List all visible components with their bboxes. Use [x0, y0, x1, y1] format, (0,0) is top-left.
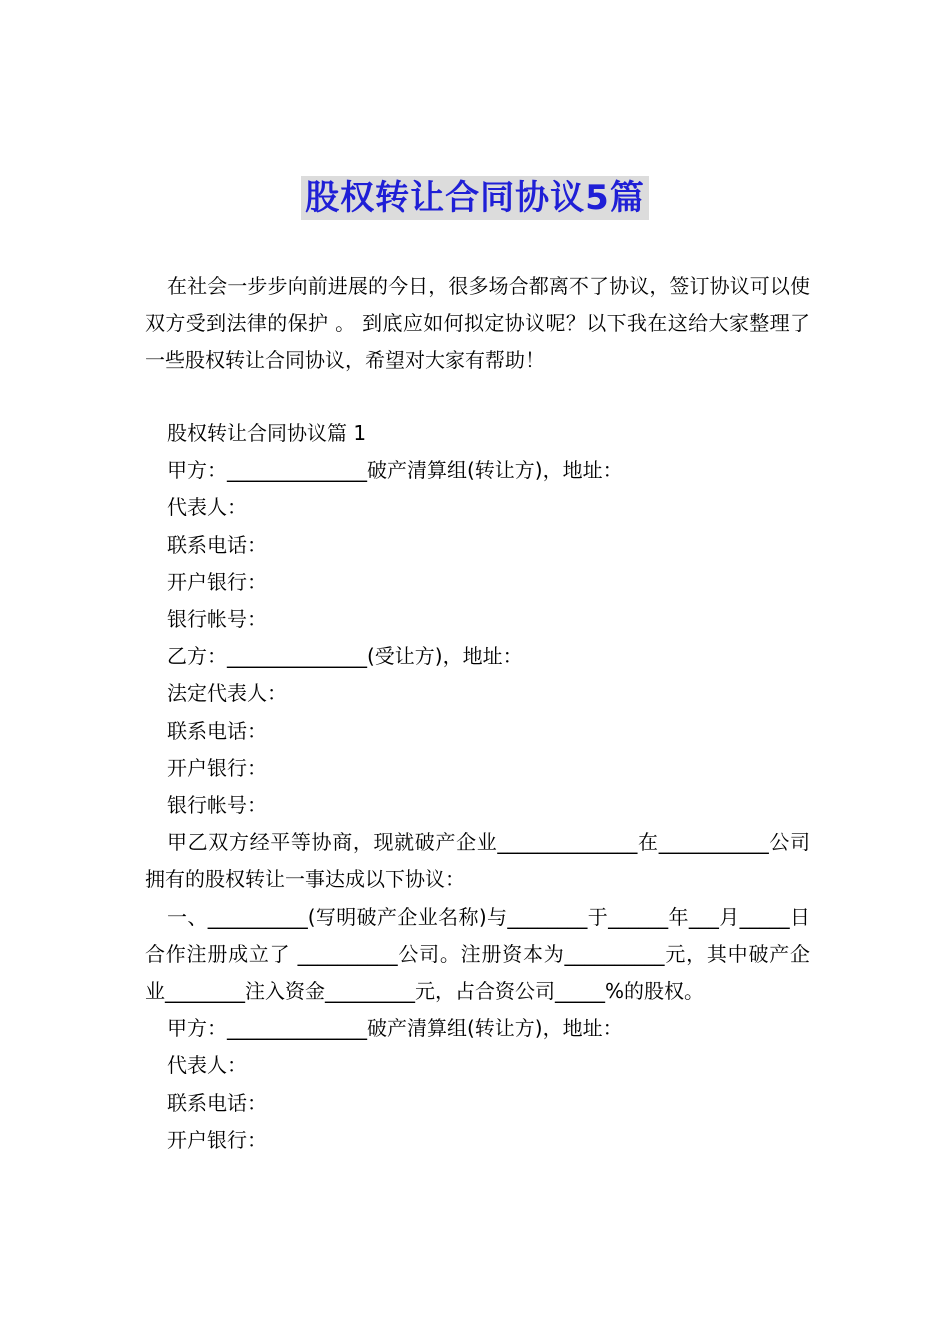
- document-body: [145, 415, 810, 1159]
- party-a-line: 甲方：______________破产清算组(转让方)，地址：: [167, 458, 623, 483]
- party-a-bank: 开户银行：: [167, 569, 267, 594]
- party-a-line-repeat: 甲方：______________破产清算组(转让方)，地址：: [167, 1016, 623, 1041]
- party-a-representative-repeat: 代表人：: [167, 1053, 247, 1078]
- document-title: 股权转让合同协议5篇: [301, 176, 649, 220]
- title-container: [0, 176, 950, 220]
- party-b-phone: 联系电话：: [167, 718, 267, 743]
- party-b-representative: 法定代表人：: [167, 681, 287, 706]
- party-a-representative: 代表人：: [167, 495, 247, 520]
- party-b-line: 乙方：______________(受让方)，地址：: [167, 644, 523, 669]
- section-heading: 股权转让合同协议篇 1: [167, 421, 367, 445]
- party-a-phone-repeat: 联系电话：: [167, 1090, 267, 1115]
- party-a-phone: 联系电话：: [167, 532, 267, 557]
- party-b-bank: 开户银行：: [167, 755, 267, 780]
- clause-one-paragraph: 一、__________(写明破产企业名称)与________于______年___月_____日合作注册成立了 __________公司。注册资本为__________元，其中破产企业________注入资金_________元，占合资公司_____%的股权。: [145, 904, 810, 1004]
- party-a-bank-repeat: 开户银行：: [167, 1127, 267, 1152]
- intro-paragraph: 在社会一步步向前进展的今日，很多场合都离不了协议，签订协议可以使双方受到法律的保护 。 到底应如何拟定协议呢？以下我在这给大家整理了一些股权转让合同协议，希望对大家有帮助！: [145, 274, 810, 372]
- agreement-paragraph: 甲乙双方经平等协商，现就破产企业______________在___________公司拥有的股权转让一事达成以下协议：: [145, 830, 810, 892]
- party-a-account: 银行帐号：: [167, 607, 267, 632]
- party-b-account: 银行帐号：: [167, 793, 267, 818]
